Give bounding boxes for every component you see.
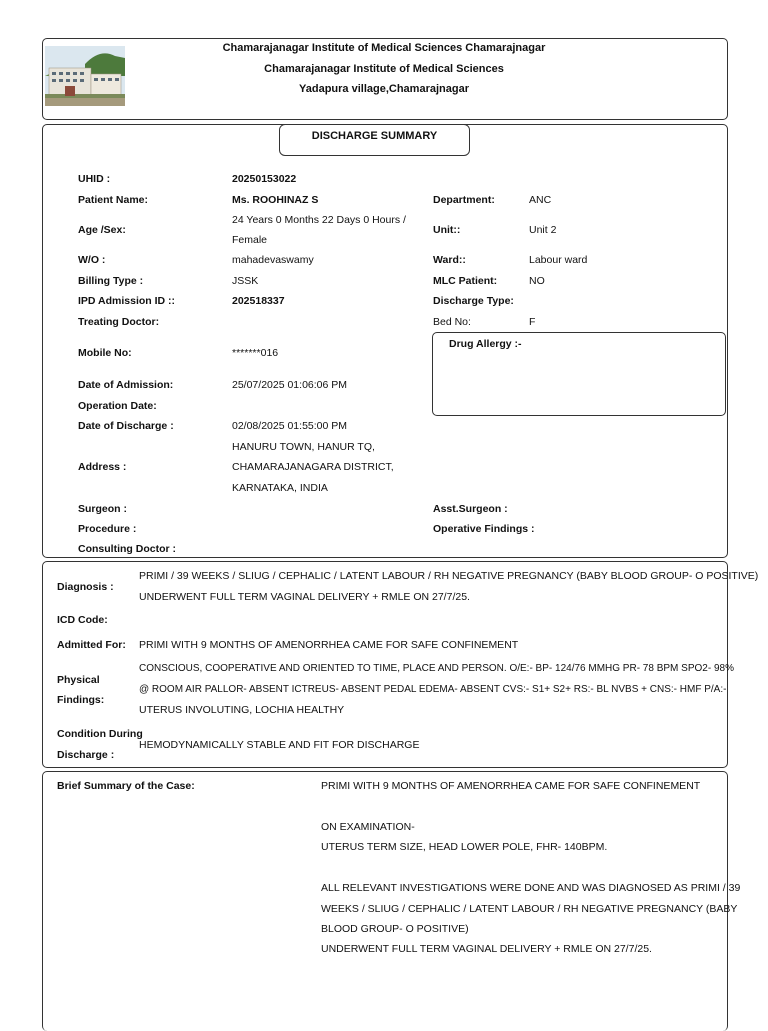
diagnosis-line1: PRIMI / 39 WEEKS / SLIUG / CEPHALIC / LATENT LABOUR / RH NEGATIVE PREGNANCY (BABY BLOOD GROUP- O POSITIVE) (139, 570, 759, 582)
surgeon-label: Surgeon : (78, 503, 127, 515)
address-label: Address : (78, 461, 127, 473)
admission-date-label: Date of Admission: (78, 379, 174, 391)
physical-findings-line2: @ ROOM AIR PALLOR- ABSENT ICTREUS- ABSENT PEDAL EDEMA- ABSENT CVS:- S1+ S2+ RS:- BL NVBS + CNS:- HMF P/A:- (139, 684, 727, 695)
diagnosis-line2: UNDERWENT FULL TERM VAGINAL DELIVERY + RMLE ON 27/7/25. (139, 591, 470, 603)
mobile-label: Mobile No: (78, 347, 132, 359)
age-sex-label: Age /Sex: (78, 224, 126, 236)
brief-summary-label: Brief Summary of the Case: (57, 780, 195, 792)
discharge-type-label: Discharge Type: (433, 295, 514, 307)
patient-name-value: Ms. ROOHINAZ S (232, 194, 319, 206)
header-line-1: Chamarajanagar Institute of Medical Sciences Chamarajnagar (222, 42, 546, 54)
condition-label-1: Condition During (57, 728, 143, 740)
icd-code-label: ICD Code: (57, 614, 108, 626)
department-value: ANC (529, 194, 552, 206)
address-line1: HANURU TOWN, HANUR TQ, (232, 441, 375, 453)
operative-findings-label: Operative Findings : (433, 523, 535, 535)
summary-line2: ON EXAMINATION- (321, 821, 415, 833)
ipd-admission-label: IPD Admission ID :: (78, 295, 176, 307)
header-line-3: Yadapura village,Chamarajnagar (299, 83, 469, 95)
wo-value: mahadevaswamy (232, 254, 314, 266)
consulting-doctor-label: Consulting Doctor : (78, 543, 176, 555)
summary-line3: UTERUS TERM SIZE, HEAD LOWER POLE, FHR- 140BPM. (321, 841, 608, 853)
unit-value: Unit 2 (529, 224, 557, 236)
discharge-date-label: Date of Discharge : (78, 420, 174, 432)
ward-label: Ward:: (433, 254, 466, 266)
procedure-label: Procedure : (78, 523, 137, 535)
summary-line1: PRIMI WITH 9 MONTHS OF AMENORRHEA CAME FOR SAFE CONFINEMENT (321, 780, 701, 792)
condition-label-2: Discharge : (57, 749, 115, 761)
treating-doctor-label: Treating Doctor: (78, 316, 160, 328)
billing-type-value: JSSK (232, 275, 259, 287)
patient-name-label: Patient Name: (78, 194, 149, 206)
drug-allergy-label: Drug Allergy :- (449, 338, 522, 350)
uhid-label: UHID : (78, 173, 111, 185)
age-sex-value-line2: Female (232, 234, 268, 246)
ward-value: Labour ward (529, 254, 588, 266)
unit-label: Unit:: (433, 224, 461, 236)
department-label: Department: (433, 194, 495, 206)
ipd-admission-value: 202518337 (232, 295, 285, 307)
bed-no-value: F (529, 316, 536, 328)
document-title: DISCHARGE SUMMARY (311, 130, 438, 142)
physical-findings-line1: CONSCIOUS, COOPERATIVE AND ORIENTED TO TIME, PLACE AND PERSON. O/E:- BP- 124/76 MMHG PR- 78 BPM SPO2- 98% (139, 663, 734, 674)
discharge-date-value: 02/08/2025 01:55:00 PM (232, 420, 348, 432)
summary-line5: WEEKS / SLIUG / CEPHALIC / LATENT LABOUR / RH NEGATIVE PREGNANCY (BABY (321, 903, 738, 915)
address-line2: CHAMARAJANAGARA DISTRICT, (232, 461, 394, 473)
mlc-patient-label: MLC Patient: (433, 275, 498, 287)
summary-line7: UNDERWENT FULL TERM VAGINAL DELIVERY + RMLE ON 27/7/25. (321, 943, 652, 955)
physical-findings-label-1: Physical (57, 674, 100, 686)
physical-findings-label-2: Findings: (57, 694, 105, 706)
asst-surgeon-label: Asst.Surgeon : (433, 503, 508, 515)
uhid-value: 20250153022 (232, 173, 297, 185)
billing-type-label: Billing Type : (78, 275, 144, 287)
physical-findings-line3: UTERUS INVOLUTING, LOCHIA HEALTHY (139, 704, 345, 716)
header-line-2: Chamarajanagar Institute of Medical Sciences (264, 63, 504, 75)
operation-date-label: Operation Date: (78, 400, 157, 412)
summary-box (42, 771, 728, 1031)
address-line3: KARNATAKA, INDIA (232, 482, 328, 494)
mlc-patient-value: NO (529, 275, 545, 287)
bed-no-label: Bed No: (433, 316, 471, 328)
admitted-for-label: Admitted For: (57, 639, 126, 651)
wo-label: W/O : (78, 254, 106, 266)
admitted-for-value: PRIMI WITH 9 MONTHS OF AMENORRHEA CAME FOR SAFE CONFINEMENT (139, 639, 519, 651)
summary-line4: ALL RELEVANT INVESTIGATIONS WERE DONE AND WAS DIAGNOSED AS PRIMI / 39 (321, 882, 741, 894)
condition-value: HEMODYNAMICALLY STABLE AND FIT FOR DISCHARGE (139, 739, 420, 751)
diagnosis-label: Diagnosis : (57, 581, 114, 593)
mobile-value: *******016 (232, 347, 279, 359)
hospital-logo (45, 46, 125, 106)
admission-date-value: 25/07/2025 01:06:06 PM (232, 379, 348, 391)
age-sex-value-line1: 24 Years 0 Months 22 Days 0 Hours / (232, 214, 406, 226)
summary-line6: BLOOD GROUP- O POSITIVE) (321, 923, 469, 935)
